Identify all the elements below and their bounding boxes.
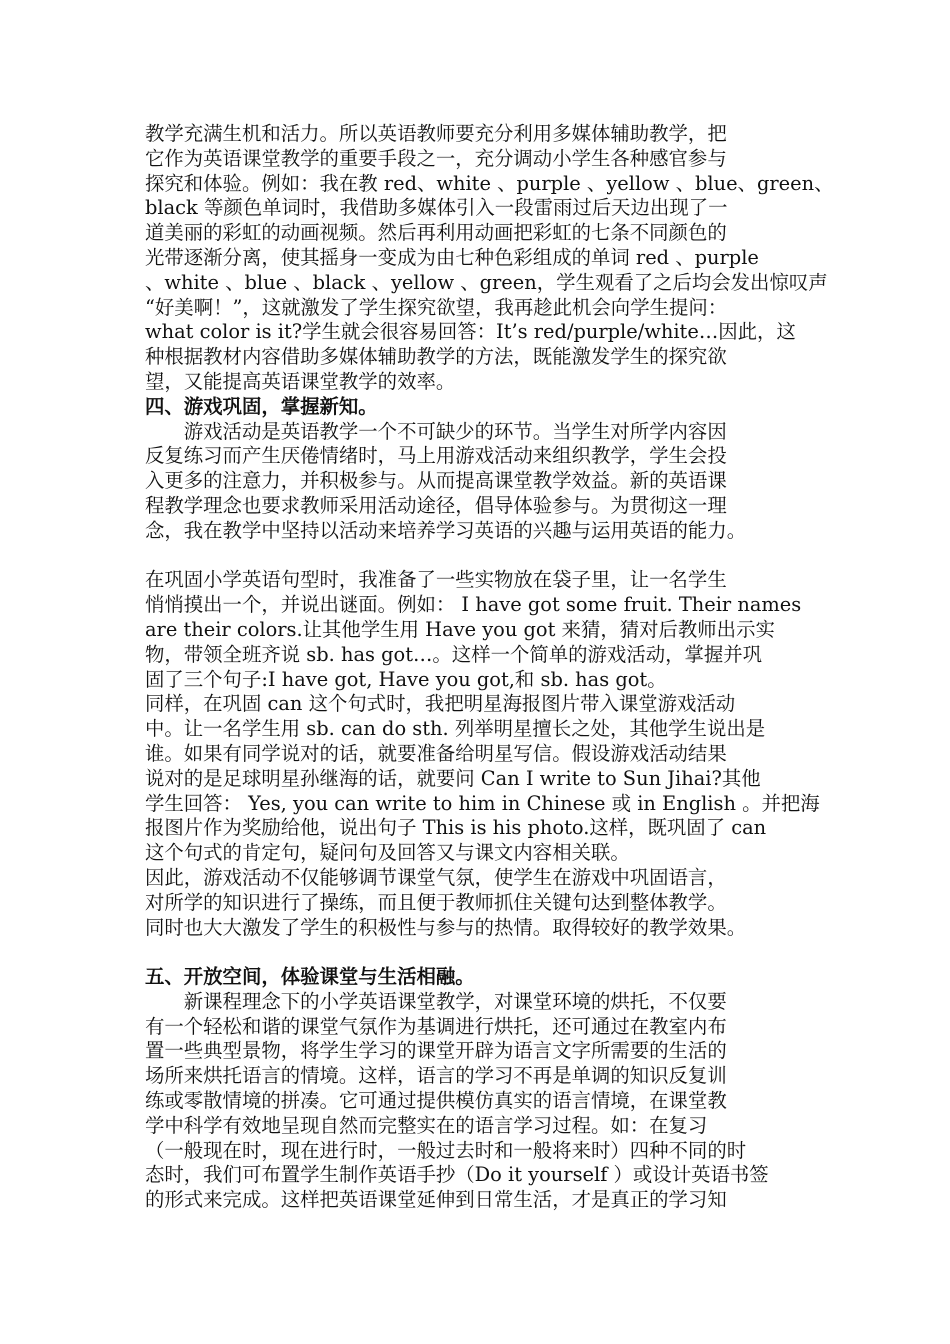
paragraph: [145, 866, 823, 940]
document-body: [145, 122, 834, 1213]
text-line: what color is it?学生就会很容易回答：It’s red/purple/white…因此，这: [145, 320, 796, 344]
text-line: 望，又能提高英语课堂教学的效率。: [145, 369, 456, 393]
text-line: 有一个轻松和谐的课堂气氛作为基调进行烘托，还可通过在教室内布: [145, 1014, 727, 1038]
heading-text: 四、游戏巩固，掌握新知。: [145, 394, 378, 418]
paragraph: [145, 990, 823, 1213]
text-line: 固了三个句子:I have got, Have you got,和 sb. has got。: [145, 667, 667, 691]
text-line: 说对的是足球明星孙继海的话，就要问 Can I write to Sun Jihai?其他: [145, 766, 761, 790]
text-line: 这个句式的肯定句，疑问句及回答又与课文内容相关联。: [145, 841, 630, 865]
paragraph: [145, 692, 823, 866]
text-line: 在巩固小学英语句型时，我准备了一些实物放在袋子里，让一名学生: [145, 568, 727, 592]
text-line: 同样，在巩固 can 这个句式时，我把明星海报图片带入课堂游戏活动: [145, 692, 736, 716]
blank-line: [145, 544, 823, 569]
text-line: 的形式来完成。这样把英语课堂延伸到日常生活，才是真正的学习知: [145, 1188, 727, 1212]
text-line: 种根据教材内容借助多媒体辅助教学的方法，既能激发学生的探究欲: [145, 345, 727, 369]
text-line: 游戏活动是英语教学一个不可缺少的环节。当学生对所学内容因: [145, 419, 727, 443]
text-line: 谁。如果有同学说对的话，就要准备给明星写信。假设游戏活动结果: [145, 741, 727, 765]
paragraph: [145, 568, 823, 692]
text-line: 程教学理念也要求教师采用活动途径，倡导体验参与。为贯彻这一理: [145, 493, 727, 517]
text-line: 物，带领全班齐说 sb. has got…。这样一个简单的游戏活动，掌握并巩: [145, 642, 763, 666]
text-line: 报图片作为奖励给他，说出句子 This is his photo.这样，既巩固了 can: [145, 816, 767, 840]
blank-line: [145, 940, 823, 965]
text-line: 中。让一名学生用 sb. can do sth. 列举明星擅长之处，其他学生说出是: [145, 717, 766, 741]
text-line: 同时也大大激发了学生的积极性与参与的热情。取得较好的教学效果。: [145, 915, 747, 939]
text-line: 场所来烘托语言的情境。这样，语言的学习不再是单调的知识反复训: [145, 1064, 727, 1088]
text-line: 学生回答： Yes, you can write to him in Chinese 或 in English 。并把海: [145, 791, 820, 815]
text-line: 反复练习而产生厌倦情绪时，马上用游戏活动来组织教学，学生会投: [145, 444, 727, 468]
text-line: 置一些典型景物，将学生学习的课堂开辟为语言文字所需要的生活的: [145, 1039, 727, 1063]
text-line: 光带逐渐分离，使其摇身一变成为由七种色彩组成的单词 red 、purple: [145, 245, 759, 269]
section-heading: [145, 965, 823, 990]
paragraph: [145, 420, 823, 544]
text-line: 练或零散情境的拼凑。它可通过提供模仿真实的语言情境，在课堂教: [145, 1089, 727, 1113]
text-line: 悄悄摸出一个，并说出谜面。例如： I have got some fruit. Their names: [145, 593, 802, 617]
text-line: “好美啊！”，这就激发了学生探究欲望，我再趁此机会向学生提问：: [145, 295, 728, 319]
text-line: （一般现在时，现在进行时，一般过去时和一般将来时）四种不同的时: [145, 1138, 747, 1162]
text-line: 态时，我们可布置学生制作英语手抄（Do it yourself ）或设计英语书签: [145, 1163, 769, 1187]
text-line: black 等颜色单词时，我借助多媒体引入一段雷雨过后天边出现了一: [145, 196, 728, 220]
section-heading: [145, 395, 823, 420]
text-line: 入更多的注意力，并积极参与。从而提高课堂教学效益。新的英语课: [145, 469, 727, 493]
paragraph: [145, 122, 834, 395]
text-line: 因此，游戏活动不仅能够调节课堂气氛，使学生在游戏中巩固语言，: [145, 865, 727, 889]
text-line: 学中科学有效地呈现自然而完整实在的语言学习过程。如：在复习: [145, 1113, 708, 1137]
text-line: 它作为英语课堂教学的重要手段之一，充分调动小学生各种感官参与: [145, 146, 727, 170]
text-line: 新课程理念下的小学英语课堂教学，对课堂环境的烘托，不仅要: [145, 989, 727, 1013]
text-line: 、white 、blue 、black 、yellow 、green，学生观看了之后均会发出惊叹声: [145, 270, 828, 294]
text-line: are their colors.让其他学生用 Have you got 来猜，猜对后教师出示实: [145, 617, 775, 641]
text-line: 对所学的知识进行了操练，而且便于教师抓住关键句达到整体教学。: [145, 890, 727, 914]
text-line: 道美丽的彩虹的动画视频。然后再利用动画把彩虹的七条不同颜色的: [145, 221, 727, 245]
text-line: 念，我在教学中坚持以活动来培养学习英语的兴趣与运用英语的能力。: [145, 518, 747, 542]
heading-text: 五、开放空间，体验课堂与生活相融。: [145, 965, 475, 989]
text-line: 探究和体验。例如：我在教 red、white 、purple 、yellow 、blue、green、: [145, 171, 834, 195]
text-line: 教学充满生机和活力。所以英语教师要充分利用多媒体辅助教学，把: [145, 122, 727, 145]
